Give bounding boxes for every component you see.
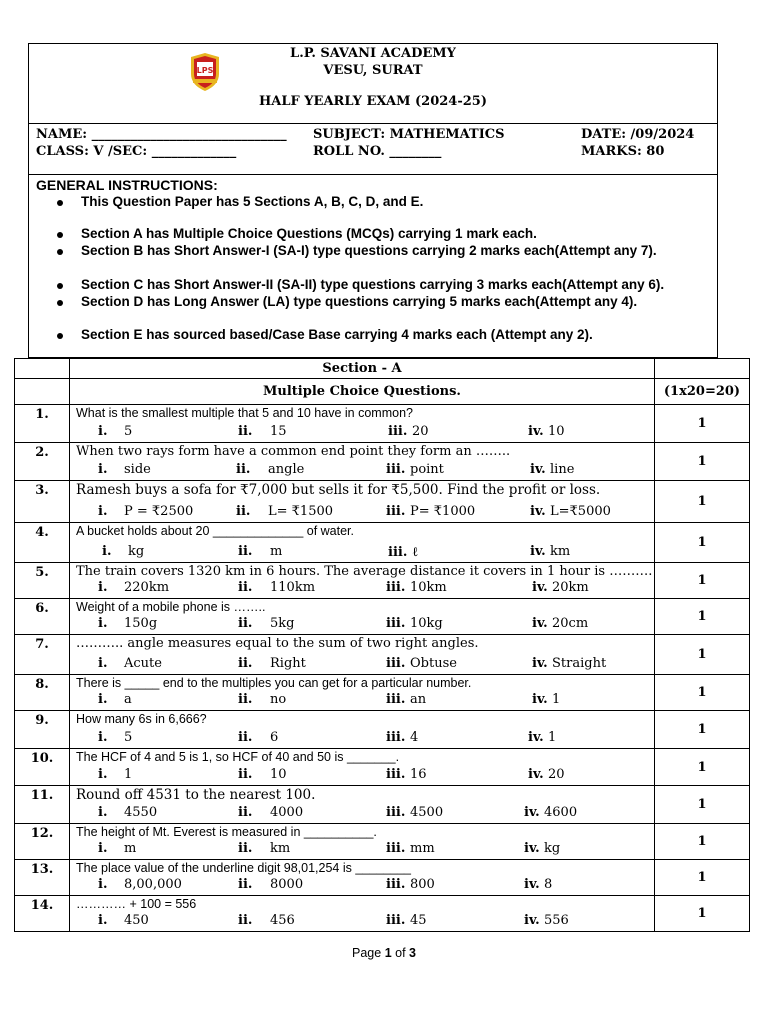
option-numeral: ii.: [236, 462, 251, 477]
option-text: kg: [544, 841, 561, 856]
question-text: The height of Mt. Everest is measured in __________.: [76, 825, 377, 839]
option-text: mm: [410, 841, 435, 856]
option-numeral: iii.: [388, 545, 408, 560]
option-numeral: iv.: [530, 544, 546, 559]
question-number: 8.: [35, 677, 49, 692]
question-number-cell: [15, 635, 70, 675]
option-4: [524, 877, 552, 892]
option-3: [388, 424, 429, 439]
divider: [29, 123, 717, 124]
option-1: [98, 767, 132, 782]
question-number-cell: [15, 675, 70, 711]
option-2: [238, 805, 303, 820]
option-text: 15: [270, 424, 287, 439]
question-row: [15, 599, 750, 635]
option-text: 4: [410, 730, 419, 745]
question-text: Round off 4531 to the nearest 100.: [76, 787, 316, 803]
option-1: [98, 841, 136, 856]
option-numeral: ii.: [238, 580, 253, 595]
question-row: [15, 523, 750, 563]
question-cell: [70, 635, 655, 675]
empty-cell: [15, 379, 70, 405]
option-text: ℓ: [412, 545, 419, 560]
option-4: [530, 544, 570, 559]
option-text: kg: [128, 544, 145, 559]
option-text: 10: [270, 767, 287, 782]
question-number-cell: [15, 405, 70, 443]
question-row: [15, 481, 750, 523]
option-2: [236, 462, 304, 477]
question-number: 11.: [30, 788, 54, 803]
question-number-cell: [15, 599, 70, 635]
option-text: km: [270, 841, 291, 856]
question-marks: 1: [655, 599, 750, 635]
option-numeral: iii.: [386, 805, 406, 820]
option-text: 5kg: [270, 616, 295, 631]
instruction-item: [81, 327, 593, 342]
question-number: 10.: [30, 751, 54, 766]
option-1: [98, 805, 157, 820]
instructions-title: GENERAL INSTRUCTIONS:: [36, 177, 218, 193]
option-2: [236, 504, 333, 519]
question-text: How many 6s in 6,666?: [76, 712, 207, 726]
question-cell: [70, 563, 655, 599]
question-cell: [70, 896, 655, 932]
question-text: Ramesh buys a sofa for ₹7,000 but sells it for ₹5,500. Find the profit or loss.: [76, 482, 601, 498]
option-text: 20cm: [552, 616, 589, 631]
empty-cell: [655, 359, 750, 379]
option-numeral: ii.: [238, 544, 253, 559]
question-text: ………… + 100 = 556: [76, 897, 197, 911]
option-text: 20: [412, 424, 429, 439]
question-cell: [70, 749, 655, 786]
option-text: 5: [124, 730, 133, 745]
option-text: m: [270, 544, 283, 559]
question-number-cell: [15, 443, 70, 481]
option-numeral: iv.: [528, 730, 544, 745]
question-text: The place value of the underline digit 98,01,254 is ________: [76, 861, 411, 875]
option-text: 20: [548, 767, 565, 782]
question-row: [15, 635, 750, 675]
option-1: [98, 656, 162, 671]
option-numeral: i.: [98, 913, 108, 928]
question-row: [15, 563, 750, 599]
option-text: 10kg: [410, 616, 443, 631]
question-marks: 1: [655, 635, 750, 675]
option-numeral: iv.: [528, 424, 544, 439]
option-numeral: iv.: [528, 767, 544, 782]
option-numeral: i.: [98, 730, 108, 745]
option-3: [386, 692, 426, 707]
question-cell: [70, 481, 655, 523]
instruction-item: [81, 243, 657, 258]
option-1: [98, 730, 132, 745]
question-row: [15, 896, 750, 932]
name-field: NAME: ______________________________: [36, 127, 287, 142]
current-page: 1: [384, 946, 392, 960]
option-1: [98, 616, 157, 631]
option-text: a: [124, 692, 132, 707]
question-number-cell: [15, 481, 70, 523]
option-1: [98, 504, 193, 519]
option-1: [98, 877, 182, 892]
option-numeral: iv.: [532, 580, 548, 595]
option-text: 6: [270, 730, 279, 745]
logo-lettering: LPS: [196, 66, 214, 75]
option-text: side: [124, 462, 151, 477]
option-3: [386, 656, 457, 671]
instruction-text: Section B has Short Answer-I (SA-I) type questions carrying 2 marks each(Attempt any 7).: [81, 243, 657, 258]
bullet-icon: [57, 283, 63, 289]
option-text: 220km: [124, 580, 170, 595]
option-numeral: ii.: [238, 730, 253, 745]
question-text: A bucket holds about 20 _____________ of water.: [76, 524, 355, 538]
option-text: 4500: [410, 805, 444, 820]
date-field: DATE: /09/2024: [581, 127, 695, 142]
option-text: km: [550, 544, 571, 559]
bullet-icon: [57, 232, 63, 238]
option-1: [98, 462, 151, 477]
option-text: angle: [268, 462, 305, 477]
question-number: 13.: [30, 862, 54, 877]
option-text: 20km: [552, 580, 589, 595]
instruction-item: [81, 226, 537, 241]
option-text: line: [550, 462, 575, 477]
question-marks: 1: [655, 824, 750, 860]
question-cell: [70, 786, 655, 824]
instruction-text: Section A has Multiple Choice Questions (MCQs) carrying 1 mark each.: [81, 226, 537, 241]
option-4: [530, 462, 574, 477]
option-text: no: [270, 692, 287, 707]
option-4: [528, 730, 556, 745]
option-4: [532, 656, 606, 671]
option-text: P = ₹2500: [124, 504, 194, 519]
question-number: 3.: [35, 483, 49, 498]
question-row: [15, 749, 750, 786]
option-1: [102, 544, 144, 559]
footer-of: of: [391, 946, 410, 960]
option-text: L=₹5000: [550, 504, 611, 519]
option-numeral: iii.: [386, 877, 406, 892]
option-text: 800: [410, 877, 435, 892]
question-marks: 1: [655, 563, 750, 599]
marks-field: MARKS: 80: [581, 144, 665, 159]
option-2: [238, 730, 278, 745]
option-text: 1: [548, 730, 557, 745]
option-2: [238, 580, 315, 595]
option-text: 8000: [270, 877, 304, 892]
question-row: [15, 824, 750, 860]
question-number: 2.: [35, 445, 49, 460]
option-2: [238, 877, 303, 892]
question-text: What is the smallest multiple that 5 and 10 have in common?: [76, 406, 413, 420]
option-numeral: iii.: [386, 913, 406, 928]
option-text: 16: [410, 767, 427, 782]
exam-title: HALF YEARLY EXAM (2024-25): [259, 94, 487, 109]
option-numeral: iv.: [532, 656, 548, 671]
option-text: an: [410, 692, 427, 707]
question-marks: 1: [655, 786, 750, 824]
option-3: [386, 616, 443, 631]
empty-cell: [15, 359, 70, 379]
option-numeral: iv.: [524, 913, 540, 928]
option-numeral: iv.: [530, 462, 546, 477]
question-number-cell: [15, 749, 70, 786]
option-numeral: ii.: [238, 767, 253, 782]
question-row: [15, 443, 750, 481]
option-4: [532, 616, 588, 631]
option-text: 8: [544, 877, 553, 892]
footer-prefix: Page: [352, 946, 385, 960]
option-text: 1: [124, 767, 133, 782]
option-text: 556: [544, 913, 569, 928]
questions-body: [15, 405, 750, 932]
option-text: 150g: [124, 616, 158, 631]
option-numeral: i.: [98, 580, 108, 595]
option-numeral: i.: [98, 616, 108, 631]
page-footer: [0, 946, 768, 960]
section-marks: (1x20=20): [655, 379, 750, 405]
question-text: The train covers 1320 km in 6 hours. The average distance it covers in 1 hour is ……….: [76, 564, 653, 579]
bullet-icon: [57, 200, 63, 206]
question-marks: 1: [655, 711, 750, 749]
question-number-cell: [15, 896, 70, 932]
question-cell: [70, 824, 655, 860]
instruction-text: Section D has Long Answer (LA) type questions carrying 5 marks each(Attempt any 4).: [81, 294, 638, 309]
option-1: [98, 580, 169, 595]
question-number: 4.: [35, 525, 49, 540]
option-3: [386, 767, 427, 782]
option-numeral: ii.: [238, 805, 253, 820]
option-text: P= ₹1000: [410, 504, 476, 519]
option-text: m: [124, 841, 137, 856]
question-text: When two rays form have a common end point they form an ……..: [76, 444, 511, 459]
option-text: 4000: [270, 805, 304, 820]
subject-field: SUBJECT: MATHEMATICS: [313, 127, 505, 142]
option-numeral: i.: [98, 656, 108, 671]
question-cell: [70, 599, 655, 635]
option-numeral: ii.: [238, 877, 253, 892]
question-number: 1.: [35, 407, 49, 422]
option-text: 110km: [270, 580, 316, 595]
option-numeral: iii.: [386, 730, 406, 745]
question-text: The HCF of 4 and 5 is 1, so HCF of 40 and 50 is _______.: [76, 750, 400, 764]
question-number: 12.: [30, 826, 54, 841]
question-number-cell: [15, 563, 70, 599]
option-numeral: iii.: [386, 767, 406, 782]
question-marks: 1: [655, 749, 750, 786]
question-marks: 1: [655, 675, 750, 711]
option-numeral: i.: [98, 841, 108, 856]
option-numeral: i.: [102, 544, 112, 559]
option-2: [238, 913, 295, 928]
question-cell: [70, 675, 655, 711]
option-numeral: i.: [98, 504, 108, 519]
question-number: 6.: [35, 601, 49, 616]
question-marks: 1: [655, 896, 750, 932]
option-numeral: ii.: [238, 913, 253, 928]
option-3: [386, 877, 435, 892]
instruction-item: [81, 277, 664, 292]
instruction-text: Section C has Short Answer-II (SA-II) type questions carrying 3 marks each(Attempt any 6).: [81, 277, 665, 292]
option-numeral: iv.: [524, 805, 540, 820]
option-text: 456: [270, 913, 295, 928]
school-city: VESU, SURAT: [323, 63, 423, 78]
option-text: Acute: [124, 656, 162, 671]
instruction-text: This Question Paper has 5 Sections A, B, C, D, and E.: [81, 194, 424, 209]
option-3: [386, 805, 443, 820]
question-text: There is _____ end to the multiples you can get for a particular number.: [76, 676, 472, 690]
option-4: [524, 805, 577, 820]
section-title: Section - A: [70, 359, 655, 379]
question-row: [15, 675, 750, 711]
option-numeral: iv.: [524, 841, 540, 856]
option-text: Obtuse: [410, 656, 457, 671]
question-number-cell: [15, 523, 70, 563]
instruction-item: [81, 294, 637, 309]
question-marks: 1: [655, 405, 750, 443]
option-numeral: iv.: [530, 504, 546, 519]
bullet-icon: [57, 333, 63, 339]
option-text: 1: [552, 692, 561, 707]
option-numeral: iv.: [524, 877, 540, 892]
option-text: 45: [410, 913, 427, 928]
option-numeral: i.: [98, 877, 108, 892]
option-4: [532, 580, 589, 595]
option-2: [238, 767, 287, 782]
option-3: [386, 841, 435, 856]
questions-table: [14, 358, 750, 932]
question-number: 14.: [30, 898, 54, 913]
option-numeral: i.: [98, 805, 108, 820]
option-numeral: i.: [98, 424, 108, 439]
option-text: 450: [124, 913, 149, 928]
question-number-cell: [15, 860, 70, 896]
question-cell: [70, 523, 655, 563]
option-3: [388, 544, 418, 560]
question-cell: [70, 405, 655, 443]
option-4: [530, 504, 611, 519]
question-marks: 1: [655, 443, 750, 481]
question-marks: 1: [655, 523, 750, 563]
option-2: [238, 692, 286, 707]
option-numeral: i.: [98, 692, 108, 707]
question-row: [15, 711, 750, 749]
section-subtitle: Multiple Choice Questions.: [70, 379, 655, 405]
question-row: [15, 860, 750, 896]
option-3: [386, 730, 418, 745]
option-numeral: ii.: [238, 656, 253, 671]
school-name: L.P. SAVANI ACADEMY: [290, 46, 456, 61]
option-4: [524, 913, 569, 928]
question-marks: 1: [655, 860, 750, 896]
option-text: 5: [124, 424, 133, 439]
option-3: [386, 504, 475, 519]
option-text: 4600: [544, 805, 578, 820]
option-numeral: iii.: [386, 616, 406, 631]
option-numeral: i.: [98, 767, 108, 782]
option-numeral: iv.: [532, 616, 548, 631]
instruction-text: Section E has sourced based/Case Base carrying 4 marks each (Attempt any 2).: [81, 327, 593, 342]
option-text: Right: [270, 656, 306, 671]
option-2: [238, 656, 306, 671]
option-numeral: iii.: [386, 462, 406, 477]
exam-header: [28, 43, 718, 358]
option-numeral: ii.: [238, 616, 253, 631]
option-text: point: [410, 462, 444, 477]
option-2: [238, 841, 290, 856]
option-text: L= ₹1500: [268, 504, 334, 519]
question-number-cell: [15, 711, 70, 749]
option-text: 10: [548, 424, 565, 439]
option-text: Straight: [552, 656, 607, 671]
option-4: [524, 841, 560, 856]
class-field: CLASS: V /SEC: _____________: [36, 144, 237, 159]
divider: [29, 174, 717, 175]
option-numeral: iii.: [386, 580, 406, 595]
option-4: [528, 767, 565, 782]
instruction-item: [81, 194, 423, 209]
option-2: [238, 424, 287, 439]
option-numeral: iii.: [386, 504, 406, 519]
option-2: [238, 616, 294, 631]
option-1: [98, 913, 149, 928]
option-numeral: ii.: [238, 424, 253, 439]
option-3: [386, 462, 444, 477]
bullet-icon: [57, 249, 63, 255]
question-text: ……….. angle measures equal to the sum of two right angles.: [76, 636, 479, 651]
question-cell: [70, 711, 655, 749]
question-marks: 1: [655, 481, 750, 523]
option-4: [532, 692, 560, 707]
bullet-icon: [57, 300, 63, 306]
option-numeral: iii.: [388, 424, 408, 439]
option-numeral: ii.: [238, 841, 253, 856]
option-1: [98, 692, 132, 707]
question-row: [15, 786, 750, 824]
option-text: 4550: [124, 805, 158, 820]
option-numeral: iii.: [386, 692, 406, 707]
option-numeral: iii.: [386, 656, 406, 671]
question-number-cell: [15, 824, 70, 860]
question-cell: [70, 443, 655, 481]
option-text: 10km: [410, 580, 447, 595]
question-number: 5.: [35, 565, 49, 580]
question-number: 7.: [35, 637, 49, 652]
option-text: 8,00,000: [124, 877, 182, 892]
question-row: [15, 405, 750, 443]
option-3: [386, 580, 447, 595]
option-numeral: ii.: [236, 504, 251, 519]
option-numeral: ii.: [238, 692, 253, 707]
option-1: [98, 424, 132, 439]
option-3: [386, 913, 427, 928]
option-numeral: i.: [98, 462, 108, 477]
question-cell: [70, 860, 655, 896]
option-numeral: iii.: [386, 841, 406, 856]
option-4: [528, 424, 565, 439]
total-pages: 3: [409, 946, 416, 960]
roll-field: ROLL NO. ________: [313, 144, 442, 159]
option-2: [238, 544, 282, 559]
question-number: 9.: [35, 713, 49, 728]
question-number-cell: [15, 786, 70, 824]
option-numeral: iv.: [532, 692, 548, 707]
question-text: Weight of a mobile phone is ……..: [76, 600, 266, 614]
